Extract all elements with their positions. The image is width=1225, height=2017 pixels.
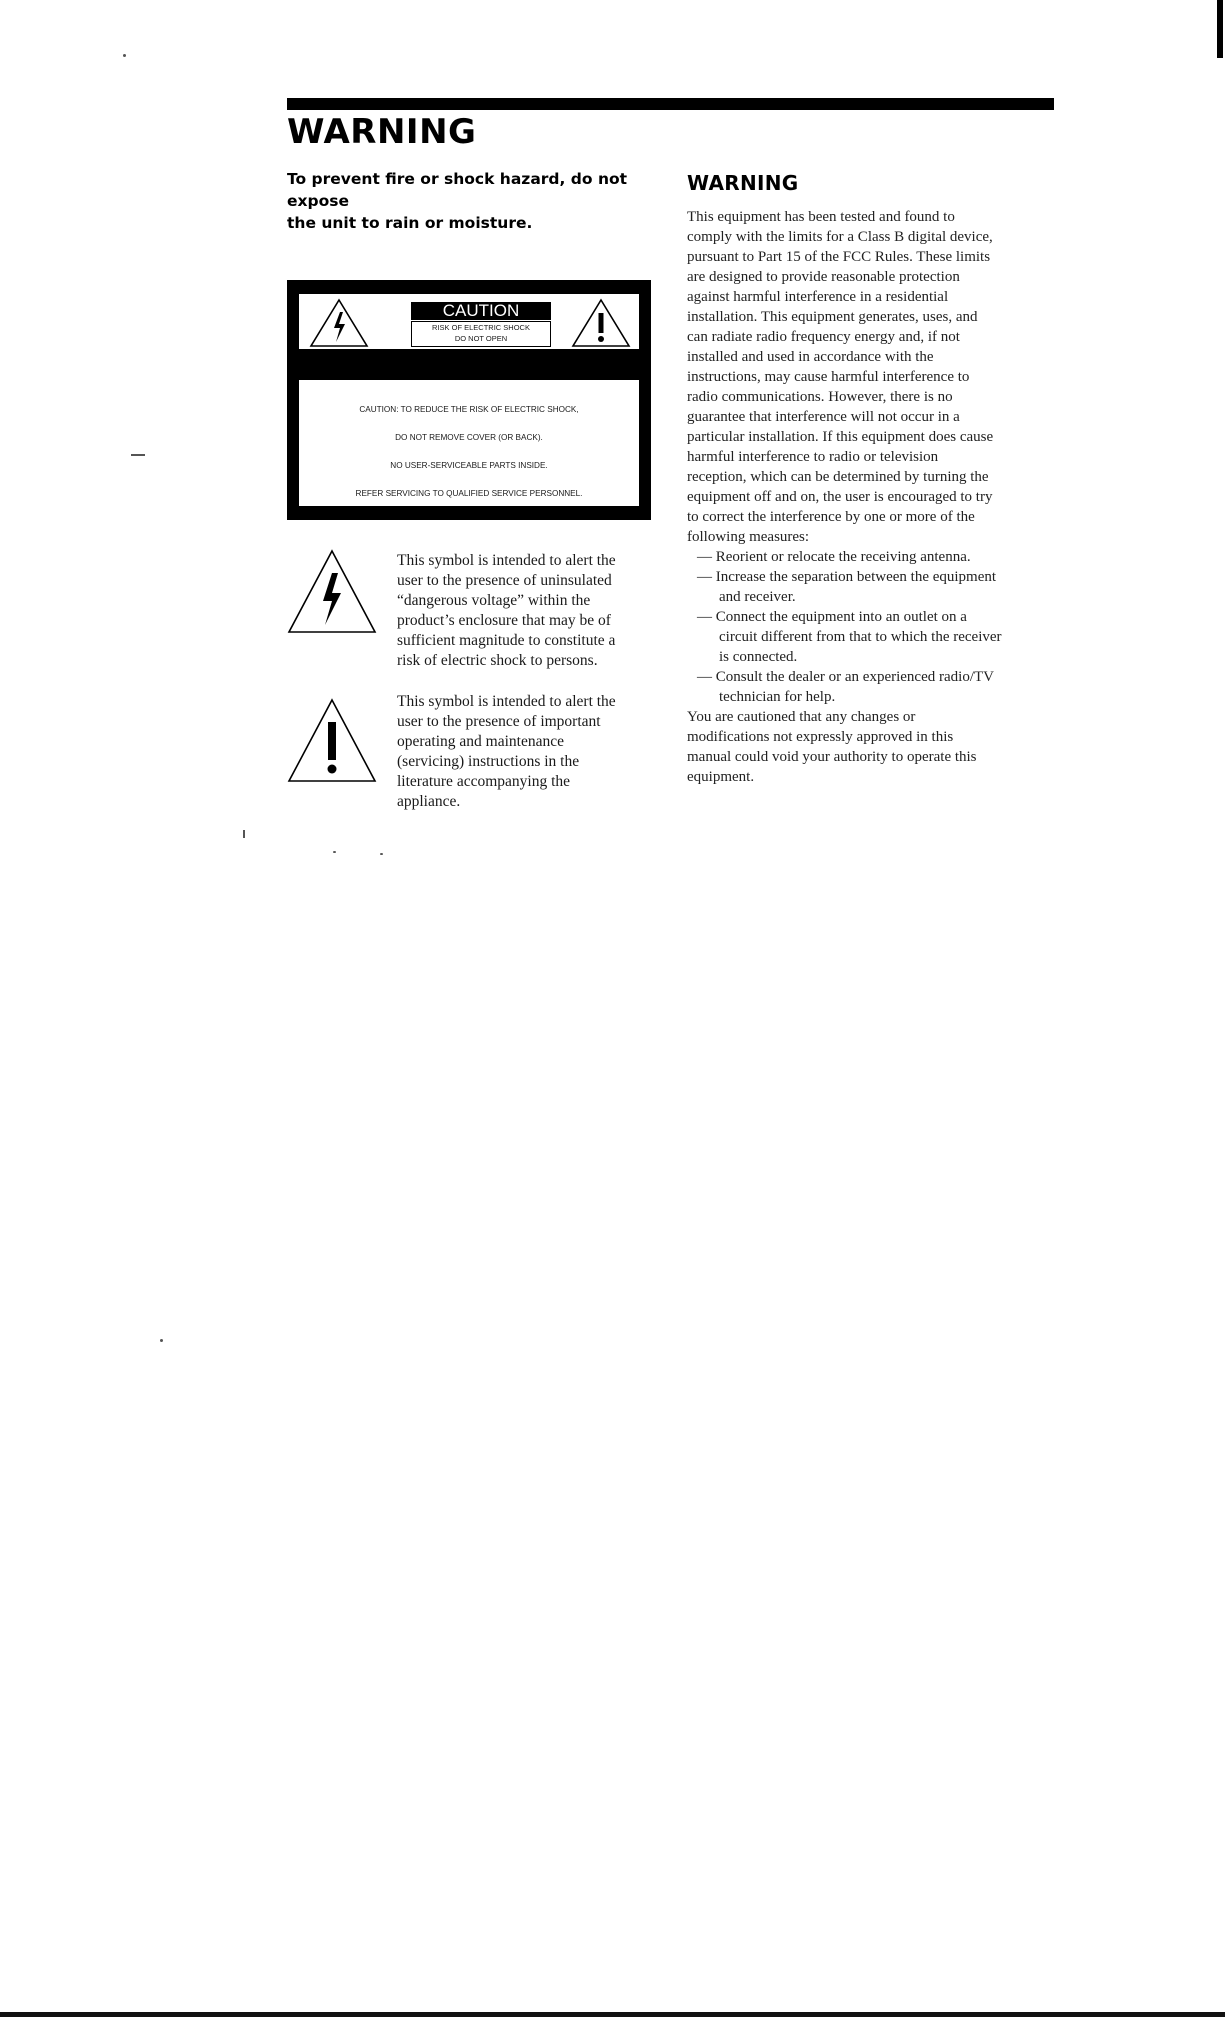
scan-speck — [131, 454, 145, 456]
fcc-warning-body — [687, 207, 1059, 787]
scan-speck — [123, 54, 126, 57]
fcc-line: to correct the interference by one or more of the — [687, 509, 975, 525]
intro-warning — [287, 168, 657, 234]
list-item — [687, 667, 1059, 707]
exclamation-warning-triangle-icon — [571, 298, 631, 353]
measure-line: is connected. — [719, 649, 798, 665]
caution-subtext-line: RISK OF ELECTRIC SHOCK — [432, 323, 530, 332]
fcc-line: instructions, may cause harmful interference to — [687, 369, 970, 385]
symbol-line: “dangerous voltage” within the — [397, 592, 591, 609]
symbol-line: This symbol is intended to alert the — [397, 552, 616, 569]
fcc-warning-title: WARNING — [687, 171, 799, 195]
fcc-measures-list — [687, 547, 1059, 707]
fcc-line: pursuant to Part 15 of the FCC Rules. These limits — [687, 249, 991, 265]
symbol-line: appliance. — [397, 793, 461, 810]
symbol-description-voltage — [397, 551, 657, 671]
measure-line: circuit different from that to which the receiver — [719, 629, 1002, 645]
list-item — [687, 547, 1059, 567]
symbol-line: sufficient magnitude to constitute a — [397, 632, 616, 649]
lightning-warning-triangle-icon — [287, 549, 377, 639]
caution-line: REFER SERVICING TO QUALIFIED SERVICE PERSONNEL. — [355, 489, 583, 498]
measure-line: and receiver. — [719, 589, 796, 605]
symbol-line: risk of electric shock to persons. — [397, 652, 598, 669]
symbol-line: user to the presence of uninsulated — [397, 572, 612, 589]
scan-speck — [333, 851, 336, 853]
fcc-line: modifications not expressly approved in this — [687, 729, 954, 745]
symbol-line: user to the presence of important — [397, 713, 601, 730]
measure-line: technician for help. — [719, 689, 836, 705]
measure-line: — Increase the separation between the equipment — [697, 569, 997, 585]
fcc-line: installed and used in accordance with the — [687, 349, 934, 365]
fcc-line: can radiate radio frequency energy and, if not — [687, 329, 960, 345]
fcc-paragraph — [687, 207, 1059, 547]
caution-subtext-line: DO NOT OPEN — [454, 334, 508, 343]
list-item — [687, 607, 1059, 667]
fcc-line: This equipment has been tested and found to — [687, 209, 955, 225]
fcc-line: are designed to provide reasonable protection — [687, 269, 960, 285]
page-title: WARNING — [287, 112, 477, 152]
fcc-line: reception, which can be determined by turning the — [687, 469, 989, 485]
scan-edge-mark — [1217, 0, 1223, 58]
caution-label-body — [299, 380, 639, 506]
fcc-line: equipment off and on, the user is encouraged to try — [687, 489, 993, 505]
fcc-closing — [687, 707, 1059, 787]
title-rule — [287, 98, 1054, 110]
symbol-description-instructions — [397, 692, 657, 812]
fcc-line: following measures: — [687, 529, 810, 545]
scan-speck — [243, 830, 245, 838]
fcc-line: You are cautioned that any changes or — [687, 709, 916, 725]
fcc-line: equipment. — [687, 769, 755, 785]
symbol-line: product’s enclosure that may be of — [397, 612, 611, 629]
symbol-line: operating and maintenance — [397, 733, 564, 750]
scan-speck — [380, 853, 383, 855]
symbol-line: (servicing) instructions in the — [397, 753, 580, 770]
caution-label — [287, 280, 651, 520]
caution-line: DO NOT REMOVE COVER (OR BACK). — [395, 433, 543, 442]
fcc-line: harmful interference to radio or television — [687, 449, 939, 465]
exclamation-warning-triangle-icon — [287, 698, 377, 788]
symbol-line: literature accompanying the — [397, 773, 571, 790]
caution-subtext — [411, 321, 551, 347]
caution-line: NO USER-SERVICEABLE PARTS INSIDE. — [390, 461, 548, 470]
intro-line: the unit to rain or moisture. — [287, 214, 533, 232]
fcc-line: comply with the limits for a Class B digital device, — [687, 229, 993, 245]
caution-line: CAUTION: TO REDUCE THE RISK OF ELECTRIC SHOCK, — [359, 405, 579, 414]
scan-speck — [160, 1339, 163, 1342]
measure-line: — Reorient or relocate the receiving antenna. — [697, 549, 971, 565]
list-item — [687, 567, 1059, 607]
fcc-line: guarantee that interference will not occur in a — [687, 409, 960, 425]
caution-label-header — [299, 294, 639, 349]
intro-line: To prevent fire or shock hazard, do not expose — [287, 170, 628, 210]
symbol-line: This symbol is intended to alert the — [397, 693, 616, 710]
scan-bottom-edge — [0, 2012, 1225, 2017]
lightning-warning-triangle-icon — [309, 298, 369, 353]
fcc-line: against harmful interference in a residential — [687, 289, 949, 305]
fcc-line: manual could void your authority to operate this — [687, 749, 977, 765]
caution-badge: CAUTION — [411, 302, 551, 320]
measure-line: — Connect the equipment into an outlet on a — [697, 609, 967, 625]
fcc-line: particular installation. If this equipment does cause — [687, 429, 994, 445]
fcc-line: installation. This equipment generates, uses, and — [687, 309, 978, 325]
measure-line: — Consult the dealer or an experienced radio/TV — [697, 669, 994, 685]
fcc-line: radio communications. However, there is no — [687, 389, 953, 405]
